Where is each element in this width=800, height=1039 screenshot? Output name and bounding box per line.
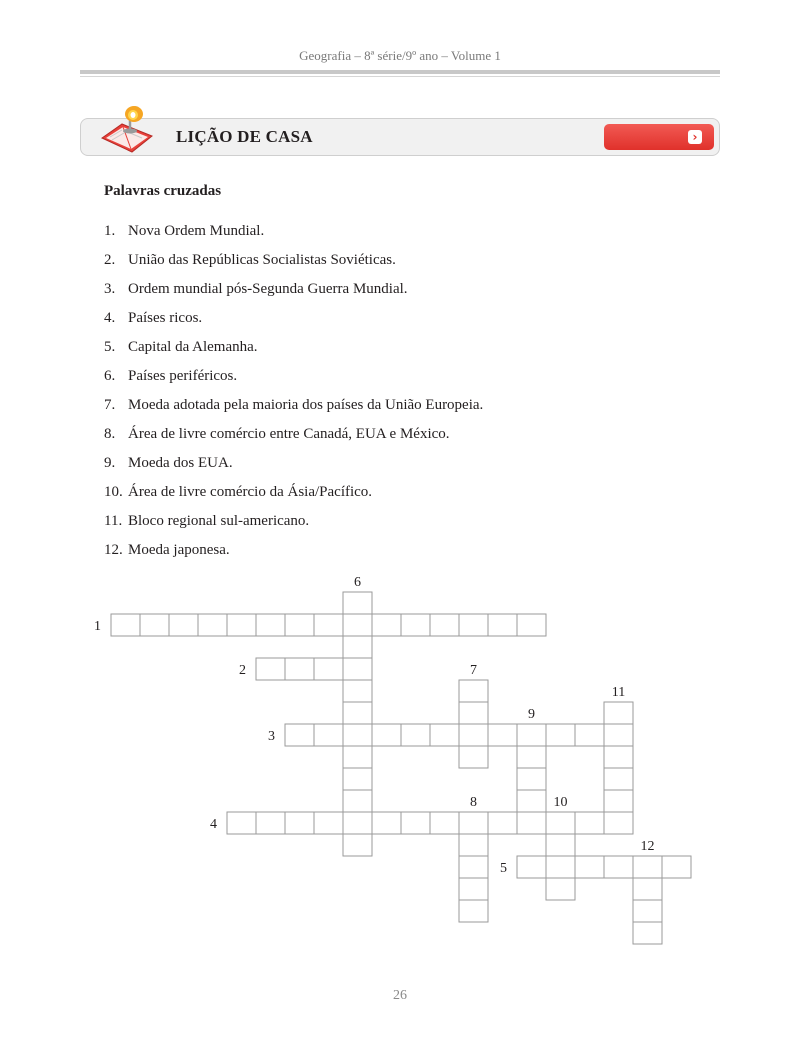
crossword-cell [401,614,430,636]
crossword-cell [633,878,662,900]
crossword-cell [285,658,314,680]
crossword-cell [575,856,604,878]
clue-text: Bloco regional sul-americano. [128,513,310,529]
crossword-number-label: 10 [553,795,568,810]
crossword-cell [488,614,517,636]
crossword-cell [343,746,372,768]
arrow-right-icon: › [688,130,702,144]
crossword-cell [401,812,430,834]
clue-number: 2. [104,252,116,268]
crossword-cell [459,900,488,922]
crossword-cell [604,790,633,812]
crossword-cell [517,812,546,834]
clue-text: Moeda dos EUA. [128,455,233,471]
crossword-cell [459,614,488,636]
crossword-cell [517,724,546,746]
clue-text: Moeda adotada pela maioria dos países da União Europeia. [128,397,484,413]
crossword-cell [546,834,575,856]
crossword-cell [140,614,169,636]
crossword-cell [517,614,546,636]
crossword-cell [459,812,488,834]
crossword-number-label: 7 [470,663,477,678]
crossword-cell [633,922,662,944]
clue-number: 5. [104,339,116,355]
crossword-cell [459,834,488,856]
crossword-cell [488,812,517,834]
clue-number: 9. [104,455,116,471]
crossword-cell [633,900,662,922]
crossword-cell [459,878,488,900]
crossword-cell [372,812,401,834]
crossword-cell [604,856,633,878]
crossword-number-label: 11 [611,685,626,700]
clue-text: Área de livre comércio da Ásia/Pacífico. [128,484,373,500]
clue-number: 1. [104,223,116,239]
crossword-cell [488,724,517,746]
crossword-number-label: 8 [470,795,477,810]
section-title: Palavras cruzadas [104,183,222,199]
crossword-cell [285,724,314,746]
clue-number: 6. [104,368,116,384]
crossword-cell [459,702,488,724]
crossword-cell [430,614,459,636]
clue-number: 3. [104,281,116,297]
crossword-cell [227,812,256,834]
crossword-number-label: 6 [354,575,361,590]
crossword-cell [343,614,372,636]
crossword-cell [314,812,343,834]
crossword-number-label: 4 [210,817,217,832]
clue-text: Moeda japonesa. [128,542,230,558]
page-number: 26 [393,988,407,1003]
crossword-cell [604,812,633,834]
crossword-cell [430,724,459,746]
crossword-cell [169,614,198,636]
clue-text: Ordem mundial pós-Segunda Guerra Mundial. [128,281,408,297]
crossword-number-label: 1 [94,619,101,634]
crossword-cell [459,856,488,878]
banner-title: LIÇÃO DE CASA [176,127,313,146]
crossword-cell [662,856,691,878]
crossword-cell [546,878,575,900]
crossword-cell [227,614,256,636]
crossword-cell [546,724,575,746]
clue-number: 11. [104,513,123,529]
crossword-cell [459,680,488,702]
crossword-cell [256,812,285,834]
clue-text: Área de livre comércio entre Canadá, EUA e México. [128,426,450,442]
crossword-cell [285,614,314,636]
crossword-cell [546,812,575,834]
crossword-cell [256,658,285,680]
crossword-cell [343,680,372,702]
clue-number: 12. [104,542,123,558]
crossword-cell [517,746,546,768]
crossword-cell [314,724,343,746]
crossword-cell [459,746,488,768]
crossword-cell [633,856,662,878]
crossword-number-label: 2 [239,663,246,678]
crossword-cell [604,724,633,746]
crossword-cell [517,856,546,878]
crossword-cell [314,614,343,636]
crossword-number-label: 9 [528,707,535,722]
clue-text: Países periféricos. [128,368,238,384]
crossword-cell [430,812,459,834]
clue-number: 10. [104,484,123,500]
crossword-cell [575,724,604,746]
crossword-cell [285,812,314,834]
clue-number: 4. [104,310,116,326]
crossword-cell [256,614,285,636]
crossword-cell [546,856,575,878]
crossword-cell [343,592,372,614]
crossword-cell [343,724,372,746]
crossword-cell [343,658,372,680]
crossword-number-label: 5 [500,861,507,876]
clue-number: 8. [104,426,116,442]
crossword-cell [372,724,401,746]
crossword-cell [343,812,372,834]
crossword-cell [343,702,372,724]
crossword-cell [343,768,372,790]
crossword-cell [372,614,401,636]
running-header: Geografia – 8ª série/9º ano – Volume 1 [299,48,501,63]
crossword-cell [343,636,372,658]
clue-number: 7. [104,397,116,413]
crossword-cell [314,658,343,680]
crossword-number-label: 3 [268,729,275,744]
crossword-cell [517,768,546,790]
crossword-cell [604,768,633,790]
crossword-cell [343,834,372,856]
crossword-cell [604,702,633,724]
crossword-number-label: 12 [640,839,655,854]
crossword-cell [517,790,546,812]
clue-text: Capital da Alemanha. [128,339,258,355]
clue-text: União das Repúblicas Socialistas Soviéticas. [128,252,396,268]
crossword-cell [401,724,430,746]
crossword-cell [604,746,633,768]
crossword-cell [575,812,604,834]
crossword-cell [343,790,372,812]
clue-text: Países ricos. [128,310,203,326]
crossword-cell [198,614,227,636]
clue-text: Nova Ordem Mundial. [128,223,265,239]
crossword-cell [111,614,140,636]
crossword-cell [459,724,488,746]
